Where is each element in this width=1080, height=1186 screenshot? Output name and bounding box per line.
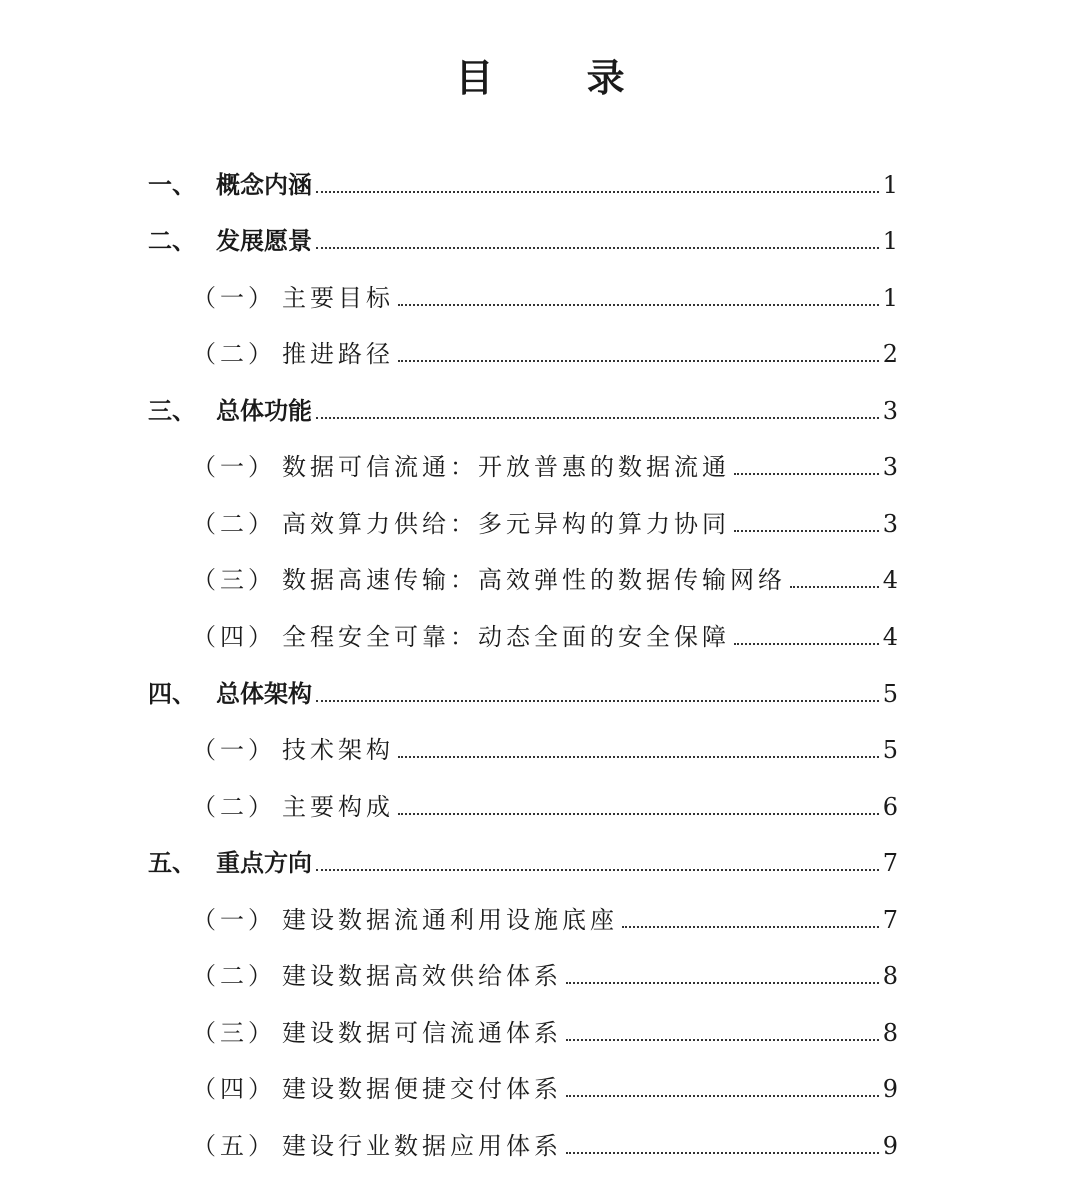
toc-page-number: 3 [882, 510, 898, 538]
toc-page-number: 5 [882, 680, 898, 708]
toc-page-number: 7 [882, 906, 898, 934]
toc-entry[interactable] [148, 669, 898, 709]
dot-leader [622, 926, 879, 928]
toc-page-number: 9 [882, 1132, 898, 1160]
toc-entry[interactable] [148, 386, 898, 426]
toc-label: 推进路径 [282, 340, 394, 368]
dot-leader [398, 360, 879, 362]
dot-leader [398, 304, 879, 306]
toc-label: 主要构成 [282, 793, 394, 821]
toc-number: 一、 [148, 171, 196, 199]
dot-leader [790, 586, 879, 588]
toc-page-number: 4 [882, 623, 898, 651]
toc-number: 二、 [148, 227, 196, 255]
toc-label: 技术架构 [282, 736, 394, 764]
toc-label: 总体功能 [216, 397, 312, 425]
toc-label: 高效算力供给：多元异构的算力协同 [282, 510, 730, 538]
toc-number: 五、 [148, 849, 196, 877]
toc-number: （二） [192, 340, 276, 368]
dot-leader [566, 1039, 879, 1041]
toc-label: 总体架构 [216, 680, 312, 708]
toc-page-number: 1 [882, 171, 898, 199]
toc-number: （一） [192, 284, 276, 312]
toc-entry[interactable] [148, 160, 898, 200]
toc-label: 概念内涵 [216, 171, 312, 199]
toc-number: （五） [192, 1132, 276, 1160]
toc-label: 建设数据便捷交付体系 [282, 1075, 562, 1103]
toc-number: （二） [192, 962, 276, 990]
toc-entry[interactable] [148, 838, 898, 878]
toc-label: 建设数据高效供给体系 [282, 962, 562, 990]
toc-entry[interactable] [192, 273, 898, 313]
dot-leader [316, 247, 879, 249]
toc-page-number: 5 [882, 736, 898, 764]
toc-label: 发展愿景 [216, 227, 312, 255]
toc-page-number: 2 [882, 340, 898, 368]
toc-entry[interactable] [192, 499, 898, 539]
dot-leader [398, 756, 879, 758]
toc-label: 建设行业数据应用体系 [282, 1132, 562, 1160]
toc-number: （一） [192, 736, 276, 764]
toc-number: （一） [192, 453, 276, 481]
toc-number: （三） [192, 1019, 276, 1047]
toc-page-number: 1 [882, 284, 898, 312]
toc-label: 重点方向 [216, 849, 312, 877]
toc-number: （一） [192, 906, 276, 934]
toc-entry[interactable] [192, 895, 898, 935]
dot-leader [734, 530, 879, 532]
toc-page-number: 3 [882, 397, 898, 425]
toc-page-number: 6 [882, 793, 898, 821]
toc-number: 三、 [148, 397, 196, 425]
toc-label: 建设数据可信流通体系 [282, 1019, 562, 1047]
toc-label: 主要目标 [282, 284, 394, 312]
dot-leader [316, 700, 879, 702]
toc-entry[interactable] [192, 442, 898, 482]
dot-leader [566, 1095, 879, 1097]
toc-page-number: 7 [882, 849, 898, 877]
toc-entry[interactable] [192, 725, 898, 765]
toc-number: （二） [192, 793, 276, 821]
dot-leader [316, 191, 879, 193]
toc-entry[interactable] [192, 329, 898, 369]
toc-number: （二） [192, 510, 276, 538]
toc-page-number: 1 [882, 227, 898, 255]
dot-leader [566, 1152, 879, 1154]
toc-number: （三） [192, 566, 276, 594]
toc-number: （四） [192, 1075, 276, 1103]
toc-entry[interactable] [192, 782, 898, 822]
toc-page-number: 9 [882, 1075, 898, 1103]
toc-label: 数据可信流通：开放普惠的数据流通 [282, 453, 730, 481]
toc-entry[interactable] [192, 1008, 898, 1048]
dot-leader [316, 417, 879, 419]
toc-label: 数据高速传输：高效弹性的数据传输网络 [282, 566, 786, 594]
toc-number: （四） [192, 623, 276, 651]
toc-label: 建设数据流通利用设施底座 [282, 906, 618, 934]
dot-leader [316, 869, 879, 871]
toc-page-number: 8 [882, 1019, 898, 1047]
toc-page-number: 4 [882, 566, 898, 594]
toc-entry[interactable] [148, 216, 898, 256]
dot-leader [734, 473, 879, 475]
toc-label: 全程安全可靠：动态全面的安全保障 [282, 623, 730, 651]
toc-entry[interactable] [192, 555, 898, 595]
dot-leader [398, 813, 879, 815]
toc-entry[interactable] [192, 1064, 898, 1104]
toc-number: 四、 [148, 680, 196, 708]
toc-entry[interactable] [192, 1121, 898, 1161]
toc-page-number: 3 [882, 453, 898, 481]
toc-page-number: 8 [882, 962, 898, 990]
dot-leader [734, 643, 879, 645]
toc-entry[interactable] [192, 612, 898, 652]
page-title: 目 录 [455, 56, 665, 100]
toc-entry[interactable] [192, 951, 898, 991]
dot-leader [566, 982, 879, 984]
